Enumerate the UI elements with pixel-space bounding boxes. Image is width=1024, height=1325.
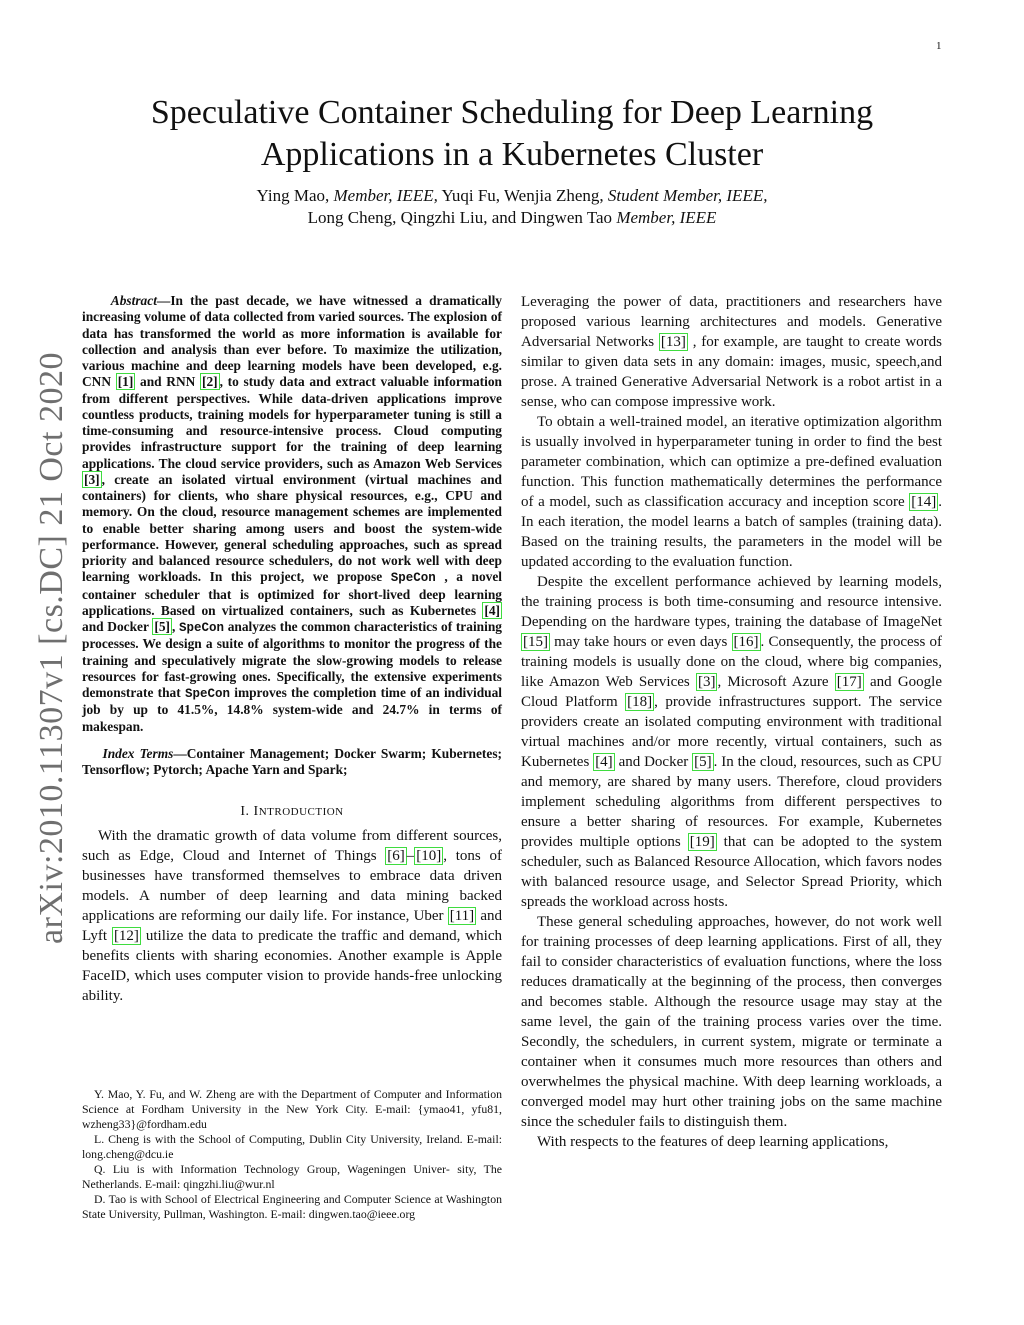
section-title-rest: NTRODUCTION xyxy=(258,806,344,819)
abstract-text: and Docker xyxy=(82,619,153,634)
section-title-initial: I xyxy=(253,804,259,820)
paragraph-2 xyxy=(521,412,942,572)
paragraph-1 xyxy=(521,292,942,412)
page-number: 1 xyxy=(936,40,942,52)
abstract-text: , to study data and extract valuable information from different perspectives. While data-driven applications improve countless products, training models for hyperparameter tuning is still a time-consuming and resource-intensive process. Cloud computing provides infrastructure support for the training of deep learning applications. The cloud service providers, such as Amazon Web Services xyxy=(82,374,502,471)
citation-link[interactable]: [16] xyxy=(733,634,759,650)
body-text: and Google Cloud Platform xyxy=(521,674,942,710)
left-column xyxy=(82,293,502,1006)
abstract-text: and RNN xyxy=(135,374,200,390)
author-list xyxy=(100,185,924,229)
body-text: utilize the data to predicate the traffic and demand, which benefits clients with sharing economies. Another example is Apple FaceID, which uses computer vision to provide hands-free unlocking ability. xyxy=(82,928,502,1005)
citation-link[interactable]: [18] xyxy=(627,694,653,710)
body-text: . Consequently, the process of training models is usually done on the cloud, where big companies, like Amazon Web Services xyxy=(521,634,942,690)
body-text: may take hours or even days xyxy=(550,634,732,650)
footnote-3: Q. Liu is with Information Technology Group, Wageningen Univer- sity, The Netherlands. E-mail: qingzhi.liu@wur.nl xyxy=(82,1162,502,1191)
paragraph-3 xyxy=(521,572,942,912)
citation-link[interactable]: [14] xyxy=(911,494,937,510)
title-line-2: Applications in a Kubernetes Cluster xyxy=(260,136,764,173)
intro-paragraph xyxy=(82,826,502,1006)
abstract-text: —In the past decade, we have witnessed a dramatically increasing volume of data collected from varied sources. The explosion of data has transformed the world as more information is available for collection and analysis than ever before. To maximize the utilization, various machine and deep learning models have been developed, e.g. CNN xyxy=(82,293,502,390)
title-line-1: Speculative Container Scheduling for Deep Learning xyxy=(150,94,874,131)
footnotes xyxy=(82,1087,502,1222)
body-text: Leveraging the power of data, practitioners and researchers have proposed various learning architectures and models. Generative Adversarial Networks xyxy=(521,294,942,350)
citation-link[interactable]: [13] xyxy=(660,334,686,350)
citation-link[interactable]: [3] xyxy=(84,471,100,487)
system-name: SpeCon xyxy=(390,571,436,586)
body-text: and Docker xyxy=(614,754,693,770)
index-terms-text: —Container Management; Docker Swarm; Kubernetes; Tensorflow; Pytorch; Apache Yarn and Spark; xyxy=(82,745,502,778)
citation-link[interactable]: [3] xyxy=(697,674,716,690)
body-text: . In the cloud, resources, such as CPU and memory, are shared by many users. Therefore, cloud providers implement scheduling algorithms from different perspectives to ensure a better sharing of resources. For example, Kubernetes provides multiple options xyxy=(521,754,942,850)
paper-title xyxy=(100,92,924,176)
citation-link[interactable]: [17] xyxy=(836,674,862,690)
section-number: I. xyxy=(240,804,250,820)
author-1: Ying Mao, xyxy=(256,186,330,205)
body-text: Despite the excellent performance achieved by learning models, the training process is both time-consuming and resource intensive. Depending on the hardware types, training the database of ImageNet xyxy=(521,574,942,630)
paragraph-5: With respects to the features of deep learning applications, xyxy=(537,1134,889,1150)
index-terms xyxy=(82,746,502,779)
citation-link[interactable]: [10] xyxy=(416,848,442,865)
index-terms-label: Index Terms xyxy=(102,745,174,761)
section-heading xyxy=(82,804,502,820)
footnote-2: L. Cheng is with the School of Computing, Dublin City University, Ireland. E-mail: long.cheng@dcu.ie xyxy=(82,1132,502,1161)
citation-link[interactable]: [19] xyxy=(689,834,715,850)
author-1-role: Member, IEEE, xyxy=(333,186,438,205)
author-3-role: Member, IEEE xyxy=(616,208,717,227)
system-name: SpeCon xyxy=(179,621,225,635)
abstract-text: improves the completion time of an individual job by up to 41.5%, 14.8% system-wide and 24.7% in terms of makespan. xyxy=(82,685,503,734)
body-text: , Microsoft Azure xyxy=(717,674,835,690)
citation-link[interactable]: [6] xyxy=(387,848,405,865)
abstract-text: , a novel container scheduler that is optimized for short-lived deep learning applications. Based on virtualized containers, such as Kubernetes xyxy=(82,569,503,618)
footnote-4: D. Tao is with School of Electrical Engineering and Computer Science at Washington State University, Pullman, Washington. E-mail: dingwen.tao@ieee.org xyxy=(82,1192,502,1221)
citation-link[interactable]: [4] xyxy=(484,602,500,618)
body-text: , provide infrastructures support. The service providers create an isolated computing environment with traditional virtual machines and/or more recently, virtual containers, such as Kubernetes xyxy=(521,694,942,770)
abstract-label: Abstract xyxy=(110,293,157,308)
citation-link[interactable]: [5] xyxy=(694,754,712,770)
author-3: Long Cheng, Qingzhi Liu, and Dingwen Tao xyxy=(307,208,613,227)
paragraph-4: These general scheduling approaches, however, do not work well for training processes of deep learning applications. First of all, they fail to consider characteristics of evaluation functions, where the loss reduces dramatically at the beginning of the process, then converges and becomes stable. Although the resource usage may stay at the same level, the gain of the training process varies over the time. Secondly, the schedulers, in current system, migrate or terminate a container when it consumes much more resources than others and overwhelmes the physical machine. With deep learning workloads, a converged model may hurt other training jobs on the same machine since the scheduler fails to distinguish them. xyxy=(521,914,942,1130)
system-name: SpeCon xyxy=(184,687,230,701)
citation-link[interactable]: [12] xyxy=(113,928,139,945)
citation-link[interactable]: [4] xyxy=(595,754,613,770)
body-text: and Lyft xyxy=(82,908,502,945)
right-column xyxy=(521,292,942,1152)
abstract-text: , xyxy=(171,619,180,634)
author-2-role: Student Member, IEEE, xyxy=(607,186,768,205)
abstract-text: , create an isolated virtual environment (virtual machines and containers) for clients, who share physical resources, e.g., CPU and memory. On the cloud, resource management schemes are implemented to enable better sharing among users and boost the system-wide performance. However, general scheduling approaches, such as spread priority and balanced resource schedulers, do not work well with deep learning workloads. In this project, we propose xyxy=(82,471,502,585)
body-text: , tons of businesses have transformed themselves to embrace data driven models. A number of deep learning and data mining backed applications are reforming our daily life. For instance, Uber xyxy=(82,848,502,925)
body-text: – xyxy=(406,848,415,865)
body-text: With the dramatic growth of data volume from different sources, such as Edge, Cloud and Internet of Things xyxy=(82,828,502,865)
body-text: that can be adopted to the system scheduler, such as Balanced Resource Allocation, which favors nodes with balanced resource usage, and Selector Spread Priority, which spreads the workload across hosts. xyxy=(521,834,943,910)
arxiv-id: arXiv:2010.11307v1 [cs.DC] 21 Oct 2020 xyxy=(33,352,70,944)
citation-link[interactable]: [15] xyxy=(523,634,548,650)
abstract-text: analyzes the common characteristics of training processes. We design a suite of algorithms to monitor the progress of the training and speculatively migrate the slow-growing models to release resources for fast-growing ones. Specifically, the extensive experiments demonstrate that xyxy=(82,619,502,700)
citation-link[interactable]: [5] xyxy=(154,619,170,634)
body-text: , for example, are taught to create words similar to given data sets in any domain: images, music, speech,and prose. A trained Generative Adversarial Network is a robot artist in a sense, who can compose impressive work. xyxy=(521,334,942,410)
author-2: Yuqi Fu, Wenjia Zheng, xyxy=(441,186,604,205)
abstract xyxy=(82,293,502,735)
body-text: To obtain a well-trained model, an iterative optimization algorithm is usually involved in hyperparameter tuning in order to find the best parameter combination, which can optimize a pre-defined evaluation function. This function mathematically determines the performance of a model, such as classification accuracy and inception score xyxy=(521,414,942,510)
citation-link[interactable]: [2] xyxy=(201,374,218,390)
body-text: . In each iteration, the model learns a batch of samples (training data). Based on the training results, the parameters in the model will be updated according to the evaluation function. xyxy=(521,494,942,570)
footnote-1: Y. Mao, Y. Fu, and W. Zheng are with the Department of Computer and Information Science at Fordham University in the New York City. E-mail: {ymao41, yfu81, wzheng33}@fordham.edu xyxy=(82,1087,502,1131)
citation-link[interactable]: [11] xyxy=(449,908,475,925)
citation-link[interactable]: [1] xyxy=(117,374,134,390)
